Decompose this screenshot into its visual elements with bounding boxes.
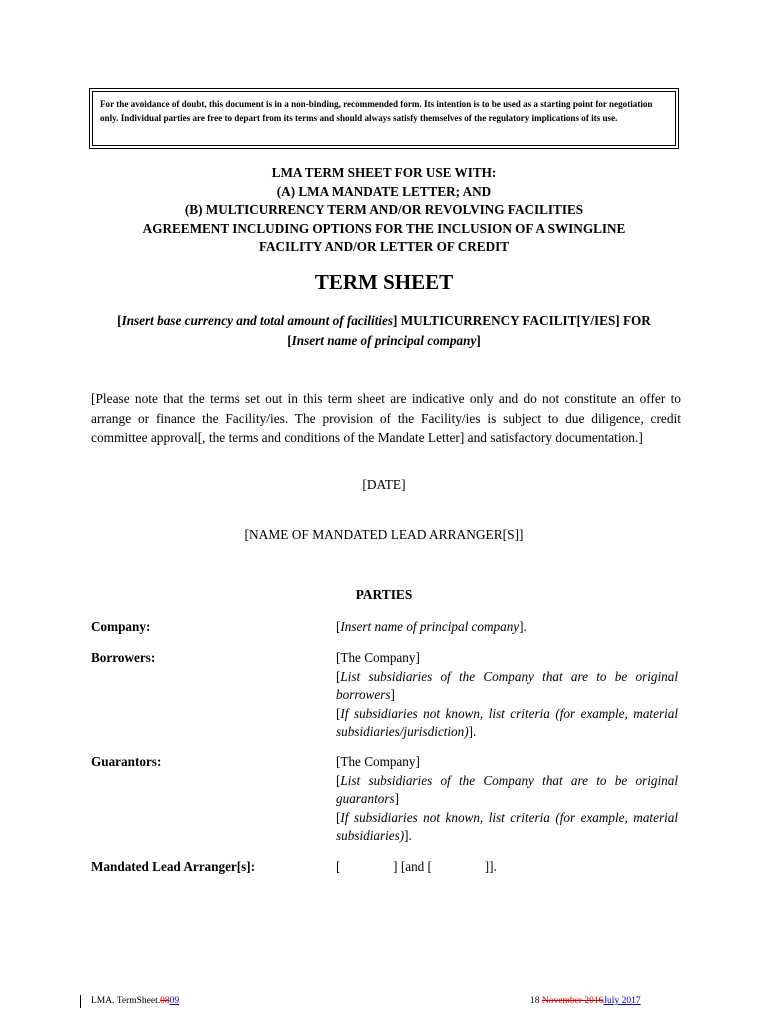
bracket: [ bbox=[336, 705, 341, 721]
footer-ref-inserted: 09 bbox=[169, 996, 180, 1006]
guarantors-line-3 bbox=[336, 809, 678, 846]
bracket: [ bbox=[336, 809, 341, 825]
heading-line-1: LMA TERM SHEET FOR USE WITH: bbox=[271, 165, 497, 180]
footer-ref-deleted: 08 bbox=[160, 996, 170, 1006]
page-title: TERM SHEET bbox=[314, 270, 454, 294]
heading-line-4: AGREEMENT INCLUDING OPTIONS FOR THE INCLUSION OF A SWINGLINE bbox=[142, 220, 626, 236]
footer-ref-prefix: LMA. TermSheet. bbox=[91, 996, 161, 1006]
heading-line-5: FACILITY AND/OR LETTER OF CREDIT bbox=[258, 239, 510, 255]
subtitle bbox=[0, 311, 768, 351]
bracket: ] bbox=[476, 333, 481, 348]
change-bar bbox=[80, 995, 81, 1008]
bracket: ]. bbox=[404, 828, 412, 843]
footer-date-deleted: November 2016 bbox=[541, 996, 604, 1006]
bracket: ] bbox=[390, 687, 395, 702]
subtitle-line-1 bbox=[0, 311, 768, 331]
company-placeholder: Insert name of principal company bbox=[340, 619, 520, 634]
guarantors-value bbox=[336, 753, 678, 846]
subtitle-facility-text: ] MULTICURRENCY FACILIT[Y/IES] FOR bbox=[393, 313, 651, 328]
bracket: [ bbox=[336, 772, 341, 788]
borrowers-criteria-placeholder: If subsidiaries not known, list criteria (for example, material subsidiaries/jurisdiction) bbox=[336, 705, 678, 739]
bracket: [ bbox=[117, 313, 122, 328]
borrowers-placeholder: List subsidiaries of the Company that are to be original borrowers bbox=[336, 668, 678, 702]
mla-label: Mandated Lead Arranger[s]: bbox=[91, 859, 256, 874]
borrowers-line-3 bbox=[336, 705, 678, 742]
bracket: ] bbox=[394, 791, 400, 806]
document-heading bbox=[0, 164, 768, 257]
disclaimer-box bbox=[89, 88, 679, 149]
borrowers-value bbox=[336, 649, 678, 742]
mla-value: [ ] [and [ ]]. bbox=[336, 859, 497, 874]
company-label: Company: bbox=[91, 619, 151, 634]
guarantors-line-1: [The Company] bbox=[336, 754, 420, 769]
bracket: [ bbox=[336, 619, 341, 634]
subtitle-line-2 bbox=[0, 331, 768, 351]
indicative-note: [Please note that the terms set out in this term sheet are indicative only and do not constitute an offer to arrange or finance the Facility/ies. The provision of the Facility/ies is subject to due diligence, credit committee approval[, the terms and conditions of the Mandate Letter] and satisfactory documentation.] bbox=[91, 391, 681, 445]
bracket: ]. bbox=[519, 619, 527, 634]
heading-line-2: (A) LMA MANDATE LETTER; AND bbox=[276, 183, 492, 199]
borrowers-line-2 bbox=[336, 668, 678, 705]
guarantors-criteria-placeholder: If subsidiaries not known, list criteria (for example, material subsidiaries) bbox=[336, 809, 678, 843]
borrowers-line-1: [The Company] bbox=[336, 650, 420, 665]
disclaimer-text: For the avoidance of doubt, this document is in a non-binding, recommended form. Its intention is to be used as a starting point for negotiation only. Individual parties are free to depart from its terms and should always satisfy themselves of the regulatory implications of its use. bbox=[92, 91, 676, 146]
parties-heading: PARTIES bbox=[355, 587, 413, 602]
footer-date bbox=[530, 996, 641, 1006]
guarantors-label: Guarantors: bbox=[91, 754, 162, 769]
borrowers-label: Borrowers: bbox=[91, 650, 156, 665]
bracket: [ bbox=[336, 668, 341, 684]
arranger-name-placeholder: [NAME OF MANDATED LEAD ARRANGER[S]] bbox=[244, 527, 524, 542]
subtitle-placeholder-amount: Insert base currency and total amount of facilities bbox=[121, 313, 394, 328]
bracket: ]. bbox=[468, 724, 477, 739]
footer-date-inserted: July 2017 bbox=[603, 996, 641, 1006]
heading-line-3: (B) MULTICURRENCY TERM AND/OR REVOLVING FACILITIES bbox=[184, 202, 584, 218]
bracket: [ bbox=[287, 333, 292, 348]
company-value bbox=[336, 618, 678, 637]
subtitle-placeholder-company: Insert name of principal company bbox=[291, 333, 477, 348]
footer-reference bbox=[91, 996, 179, 1006]
footer-date-prefix: 18 bbox=[530, 996, 542, 1006]
guarantors-line-2 bbox=[336, 772, 678, 809]
guarantors-placeholder: List subsidiaries of the Company that are to be original guarantors bbox=[336, 772, 678, 806]
date-placeholder: [DATE] bbox=[362, 477, 406, 492]
